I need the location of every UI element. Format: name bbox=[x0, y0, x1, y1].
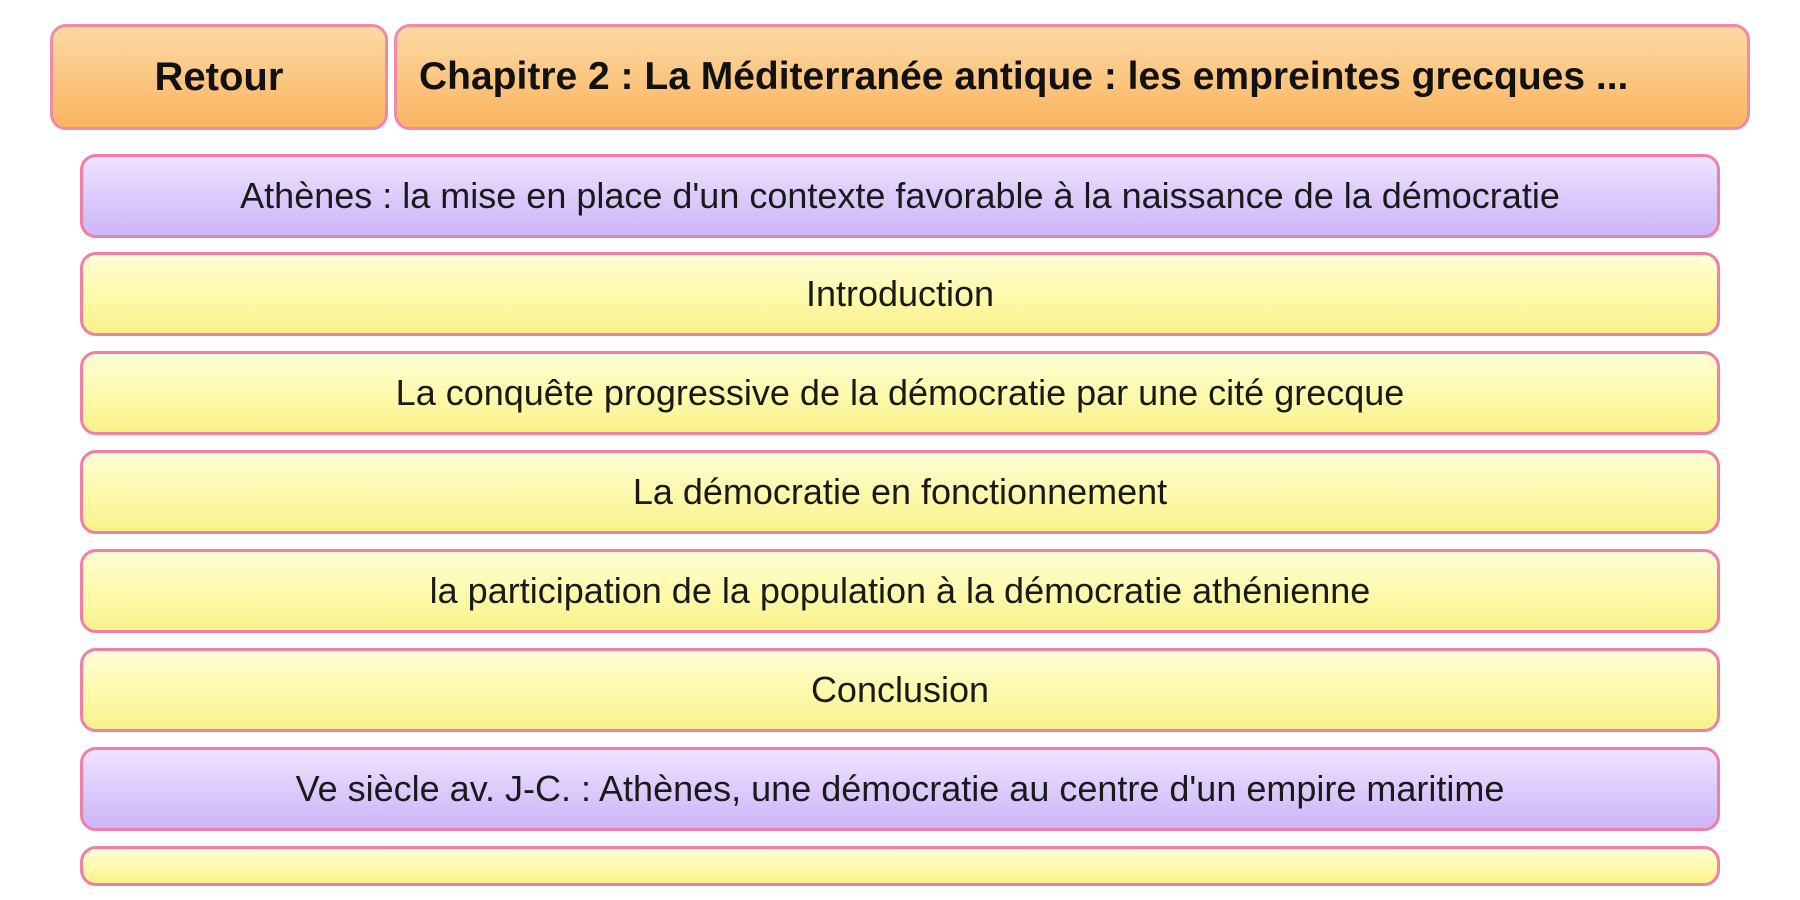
chapter-title: Chapitre 2 : La Méditerranée antique : les empreintes grecques ... bbox=[419, 55, 1629, 98]
list-section-header[interactable]: Ve siècle av. J-C. : Athènes, une démocratie au centre d'un empire maritime bbox=[80, 747, 1720, 831]
back-button[interactable]: Retour bbox=[50, 24, 388, 130]
list-section-header[interactable]: Athènes : la mise en place d'un contexte favorable à la naissance de la démocratie bbox=[80, 154, 1720, 238]
list-item[interactable]: Conclusion bbox=[80, 648, 1720, 732]
list-item[interactable]: La conquête progressive de la démocratie par une cité grecque bbox=[80, 351, 1720, 435]
list-item[interactable]: Introduction bbox=[80, 252, 1720, 336]
list-item-partial[interactable] bbox=[80, 846, 1720, 886]
list-item[interactable]: la participation de la population à la démocratie athénienne bbox=[80, 549, 1720, 633]
chapter-title-button[interactable] bbox=[394, 24, 1750, 130]
top-bar bbox=[50, 24, 1750, 134]
list-item[interactable]: La démocratie en fonctionnement bbox=[80, 450, 1720, 534]
